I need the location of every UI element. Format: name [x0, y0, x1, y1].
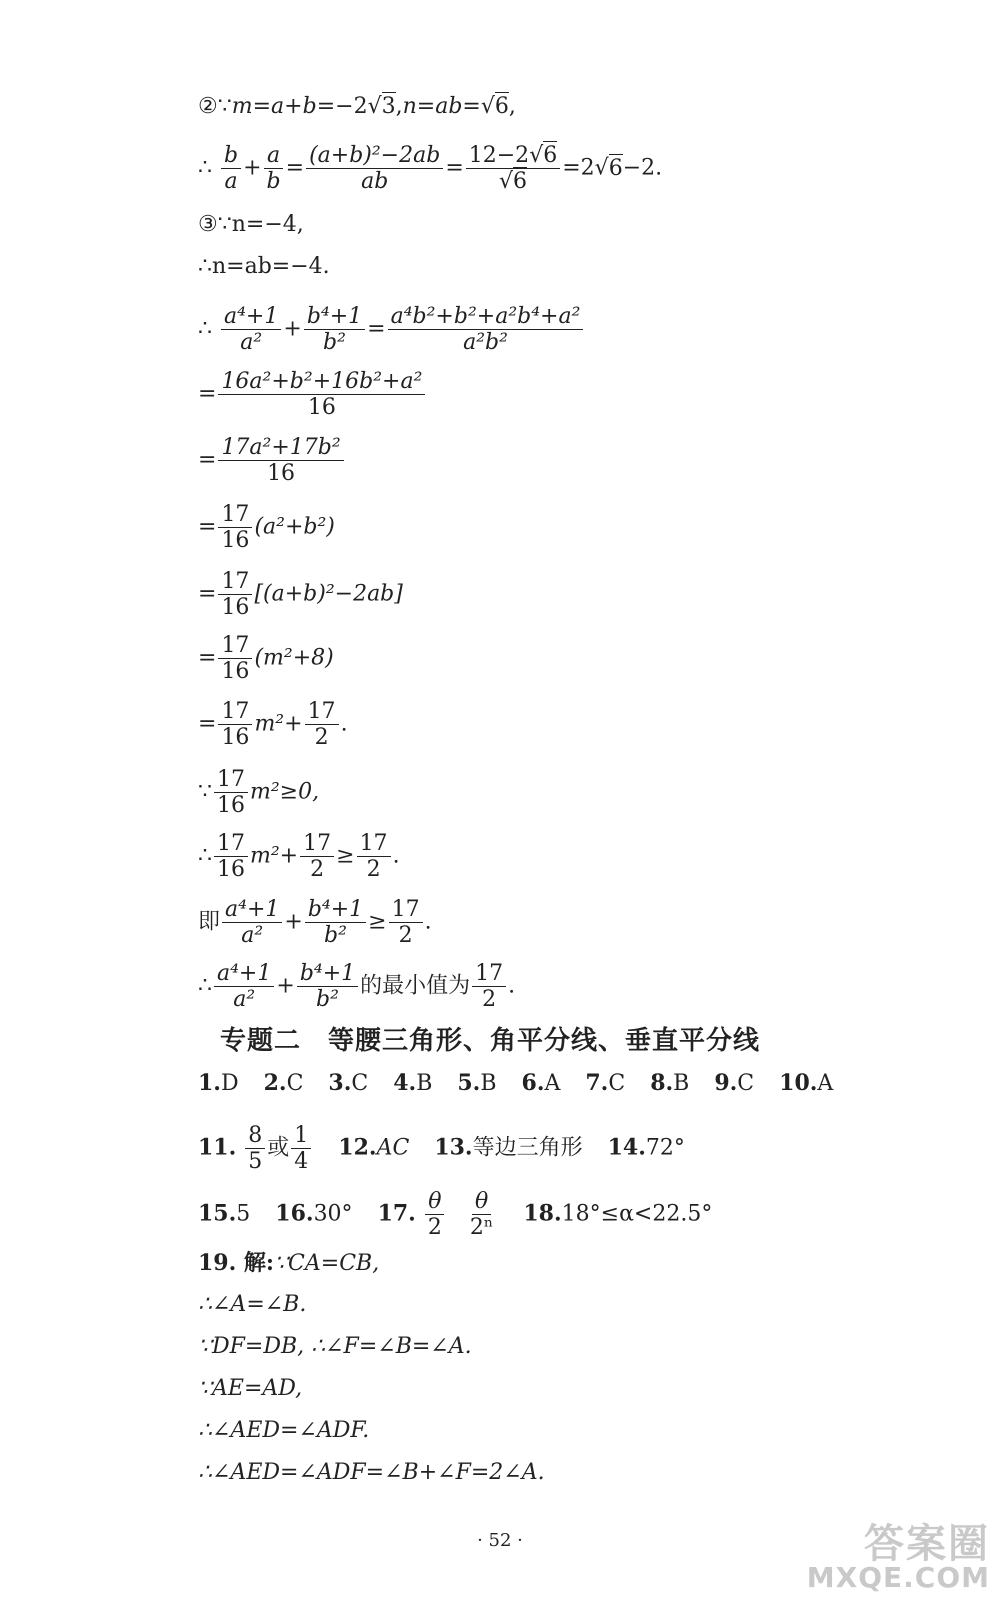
solution-line-10 — [198, 634, 334, 683]
fraction — [300, 832, 334, 881]
solution-line-15 — [198, 962, 515, 1011]
fraction — [214, 962, 274, 1011]
fraction — [245, 1124, 265, 1173]
numerator: 17 — [300, 832, 334, 857]
text: 12−2 — [468, 143, 530, 168]
text: [(a+b)²−2ab] — [254, 581, 403, 607]
fraction — [218, 634, 252, 683]
question-number: 1. — [198, 1070, 221, 1096]
text: = — [445, 155, 464, 181]
fraction — [389, 898, 423, 947]
text: −2. — [622, 155, 663, 181]
question-number: 7. — [585, 1070, 609, 1096]
text: = — [198, 447, 217, 473]
solution-line-2: ∴ $\frac{b}{a}$ + $\frac{a}{b}$ = $\frac{\text{(a+b)²−2ab}}{ab}$ = $\frac{12-2√6}{√6}$ =2√6−2. — [198, 143, 663, 195]
text: = — [285, 155, 305, 181]
fraction — [218, 570, 252, 619]
fraction — [214, 832, 248, 881]
question-number: 8. — [650, 1070, 674, 1096]
numerator: θ — [472, 1190, 491, 1215]
therefore: ∴ — [198, 316, 212, 342]
therefore: ∴ — [198, 973, 212, 999]
text: = — [198, 581, 217, 607]
numerator: a⁴b²+b²+a²b⁴+a² — [388, 305, 584, 330]
text: , — [508, 94, 516, 119]
denominator: 2 — [427, 1215, 442, 1241]
answer: C — [737, 1071, 755, 1096]
question-number: 16. — [275, 1200, 314, 1227]
answer: 5 — [236, 1201, 251, 1227]
solution-line-3: ③∵n=−4, — [198, 212, 304, 237]
numerator: 8 — [245, 1124, 265, 1149]
q19-line-1 — [198, 1248, 379, 1279]
solution-line-8 — [198, 503, 335, 552]
denominator: a² — [233, 987, 256, 1013]
denominator: 16 — [217, 857, 245, 883]
text: = — [462, 94, 481, 119]
answer: C — [351, 1071, 369, 1096]
solution-line-14 — [198, 898, 432, 947]
denominator: a² — [240, 330, 263, 356]
text: (a²+b²) — [254, 514, 335, 540]
denominator: 4 — [294, 1149, 309, 1175]
denominator: b² — [323, 330, 346, 356]
question-number: 12. — [338, 1134, 377, 1161]
numerator: a⁴+1 — [222, 898, 282, 923]
text: 即 — [198, 909, 221, 935]
text: . — [508, 973, 516, 999]
sqrt-3: 3 — [381, 94, 396, 119]
numerator: (a+b)²−2ab — [306, 144, 443, 169]
text: , — [395, 94, 403, 119]
section-heading: 专题二 等腰三角形、角平分线、垂直平分线 — [220, 1026, 761, 1056]
denominator: 16 — [221, 659, 250, 685]
denominator: 16 — [217, 793, 245, 819]
text: = — [416, 94, 436, 119]
fraction — [222, 898, 282, 947]
text: = — [252, 94, 272, 119]
text: = — [367, 316, 386, 342]
solution-line-4: ∴n=ab=−4. — [198, 254, 330, 279]
denominator: 16 — [221, 528, 250, 554]
text: m²+ — [250, 843, 299, 869]
therefore: ∴ — [198, 843, 212, 869]
denominator: 2 — [482, 987, 497, 1013]
answers-row-1 — [198, 1068, 833, 1099]
numerator: 17 — [214, 832, 248, 857]
solution-line-9 — [198, 570, 403, 619]
text: ∴∠A=∠B. — [198, 1292, 307, 1317]
answers-row-3 — [198, 1190, 712, 1239]
sqrt-6: 6 — [608, 155, 623, 181]
text: (m²+8) — [254, 645, 334, 671]
fraction — [221, 305, 281, 354]
var-n: n — [402, 94, 417, 119]
text: ∵AE=AD, — [198, 1376, 303, 1401]
text: =2 — [562, 155, 595, 181]
solution-line-11 — [198, 700, 348, 749]
text: m²+ — [254, 711, 303, 737]
var-ab: ab — [435, 94, 463, 119]
solution-line-7 — [198, 436, 346, 485]
fraction — [305, 700, 339, 749]
numerator: b⁴+1 — [305, 898, 366, 923]
fraction — [221, 144, 241, 193]
answer: 72° — [645, 1135, 685, 1161]
text: 或 — [267, 1135, 290, 1161]
q19-line-2 — [198, 1290, 306, 1320]
question-number: 13. — [434, 1134, 473, 1161]
text: = — [198, 381, 217, 407]
denominator: 2 — [314, 725, 329, 751]
answer: B — [480, 1071, 497, 1096]
numerator: b — [221, 144, 241, 169]
text: ∵CA=CB, — [274, 1251, 380, 1276]
denominator: 2 — [310, 857, 325, 883]
denominator: 16 — [307, 395, 336, 421]
denominator: √6 — [498, 169, 527, 195]
fraction — [297, 962, 358, 1011]
denominator: 16 — [221, 595, 250, 621]
numerator: a — [264, 144, 283, 169]
sqrt-6: 6 — [513, 169, 527, 195]
fraction — [305, 898, 366, 947]
answers-row-2 — [198, 1124, 685, 1173]
fraction — [466, 144, 560, 193]
fraction — [304, 305, 365, 354]
solution-line-1: ②∵m=a+b=−2√3,n=ab=√6, — [198, 94, 516, 119]
denominator: b — [266, 169, 281, 195]
fraction — [425, 1190, 445, 1239]
fraction — [218, 503, 252, 552]
q19-line-6 — [198, 1458, 545, 1488]
answer: A — [817, 1071, 834, 1096]
answer: 等边三角形 — [472, 1135, 583, 1161]
answer: C — [286, 1071, 304, 1096]
question-number: 5. — [457, 1070, 481, 1096]
fraction — [388, 305, 584, 354]
numerator: 16a²+b²+16b²+a² — [218, 370, 425, 395]
solution-line-5 — [198, 305, 585, 354]
text: = — [198, 645, 217, 671]
fraction — [472, 962, 506, 1011]
text: ≥ — [368, 909, 387, 935]
answer: 30° — [313, 1201, 353, 1227]
denominator: b² — [324, 923, 347, 949]
fraction — [264, 144, 284, 193]
text: . — [340, 711, 348, 737]
text: . — [424, 909, 432, 935]
numerator: a⁴+1 — [221, 305, 281, 330]
question-number: 14. — [607, 1134, 646, 1161]
numerator: 17 — [218, 634, 252, 659]
denominator: a — [224, 169, 238, 195]
because: ∵ — [198, 779, 212, 805]
text: . — [392, 843, 400, 869]
numerator: 17 — [218, 503, 252, 528]
question-number: 11. — [198, 1134, 237, 1161]
question-label: 19. 解: — [198, 1250, 275, 1276]
numerator: 17 — [389, 898, 423, 923]
question-number: 17. — [377, 1200, 416, 1227]
watermark-url: MXQE.COM — [806, 1561, 990, 1594]
question-number: 10. — [779, 1070, 818, 1096]
q19-line-5 — [198, 1416, 369, 1446]
text: ∴∠AED=∠ADF=∠B+∠F=2∠A. — [198, 1460, 545, 1485]
denominator: 16 — [221, 725, 250, 751]
text: = — [198, 711, 217, 737]
answer: 18°≤α<22.5° — [561, 1201, 713, 1227]
fraction — [214, 768, 248, 817]
question-number: 3. — [328, 1070, 352, 1096]
denominator: a² — [241, 923, 264, 949]
fraction — [357, 832, 391, 881]
question-number: 9. — [714, 1070, 738, 1096]
question-number: 18. — [523, 1200, 562, 1227]
numerator: 17 — [472, 962, 506, 987]
var-m: m — [231, 94, 253, 119]
denominator: 2 — [366, 857, 381, 883]
sqrt-6: 6 — [543, 143, 558, 168]
denominator: 5 — [248, 1149, 263, 1175]
numerator: a⁴+1 — [214, 962, 274, 987]
text: ∵DF=DB, ∴∠F=∠B=∠A. — [198, 1334, 472, 1359]
answer: C — [608, 1071, 626, 1096]
answer: AC — [376, 1135, 410, 1161]
denominator: 16 — [267, 461, 296, 487]
denominator: a²b² — [463, 330, 508, 356]
denominator: ab — [361, 169, 389, 195]
denominator: 2 — [398, 923, 413, 949]
var-a: a — [271, 94, 285, 119]
numerator: 12−2√6 — [466, 144, 560, 169]
watermark-text: 答案圈 — [864, 1521, 990, 1567]
text: = — [198, 514, 217, 540]
numerator: θ — [425, 1190, 444, 1215]
page-number: · 52 · — [477, 1530, 523, 1551]
q19-line-3 — [198, 1332, 472, 1362]
marker: ②∵ — [198, 94, 232, 119]
text: ∴∠AED=∠ADF. — [198, 1418, 370, 1443]
var-b: b — [302, 94, 317, 119]
q19-line-4 — [198, 1374, 302, 1404]
text: m²≥0, — [250, 779, 320, 805]
text: ≥ — [336, 843, 355, 869]
numerator: 1 — [291, 1124, 311, 1149]
solution-line-12 — [198, 768, 319, 817]
text: + — [276, 973, 295, 999]
denominator: 2ⁿ — [469, 1215, 494, 1241]
fraction — [467, 1190, 497, 1239]
numerator: b⁴+1 — [304, 305, 365, 330]
numerator: 17 — [305, 700, 339, 725]
numerator: b⁴+1 — [297, 962, 358, 987]
denominator: b² — [316, 987, 339, 1013]
text: + — [284, 94, 303, 119]
answer: B — [673, 1071, 690, 1096]
question-number: 15. — [198, 1200, 237, 1227]
fraction — [291, 1124, 311, 1173]
numerator: 17 — [218, 700, 252, 725]
answer: A — [544, 1071, 561, 1096]
answer: D — [220, 1071, 239, 1096]
text: + — [283, 316, 302, 342]
text: + — [243, 155, 262, 181]
watermark — [806, 1521, 990, 1594]
numerator: 17 — [357, 832, 391, 857]
question-number: 2. — [263, 1070, 287, 1096]
fraction — [218, 370, 425, 419]
therefore: ∴ — [198, 155, 212, 181]
numerator: 17a²+17b² — [218, 436, 343, 461]
solution-line-6 — [198, 370, 427, 419]
question-number: 6. — [521, 1070, 545, 1096]
fraction — [306, 144, 443, 193]
fraction — [218, 436, 343, 485]
numerator: 17 — [218, 570, 252, 595]
solution-line-13 — [198, 832, 400, 881]
text: 的最小值为 — [360, 973, 471, 999]
sqrt-6: 6 — [494, 94, 509, 119]
question-number: 4. — [393, 1070, 417, 1096]
fraction — [218, 700, 252, 749]
text: =−2 — [316, 94, 368, 119]
numerator: 17 — [214, 768, 248, 793]
text: + — [284, 909, 303, 935]
answer: B — [416, 1071, 433, 1096]
